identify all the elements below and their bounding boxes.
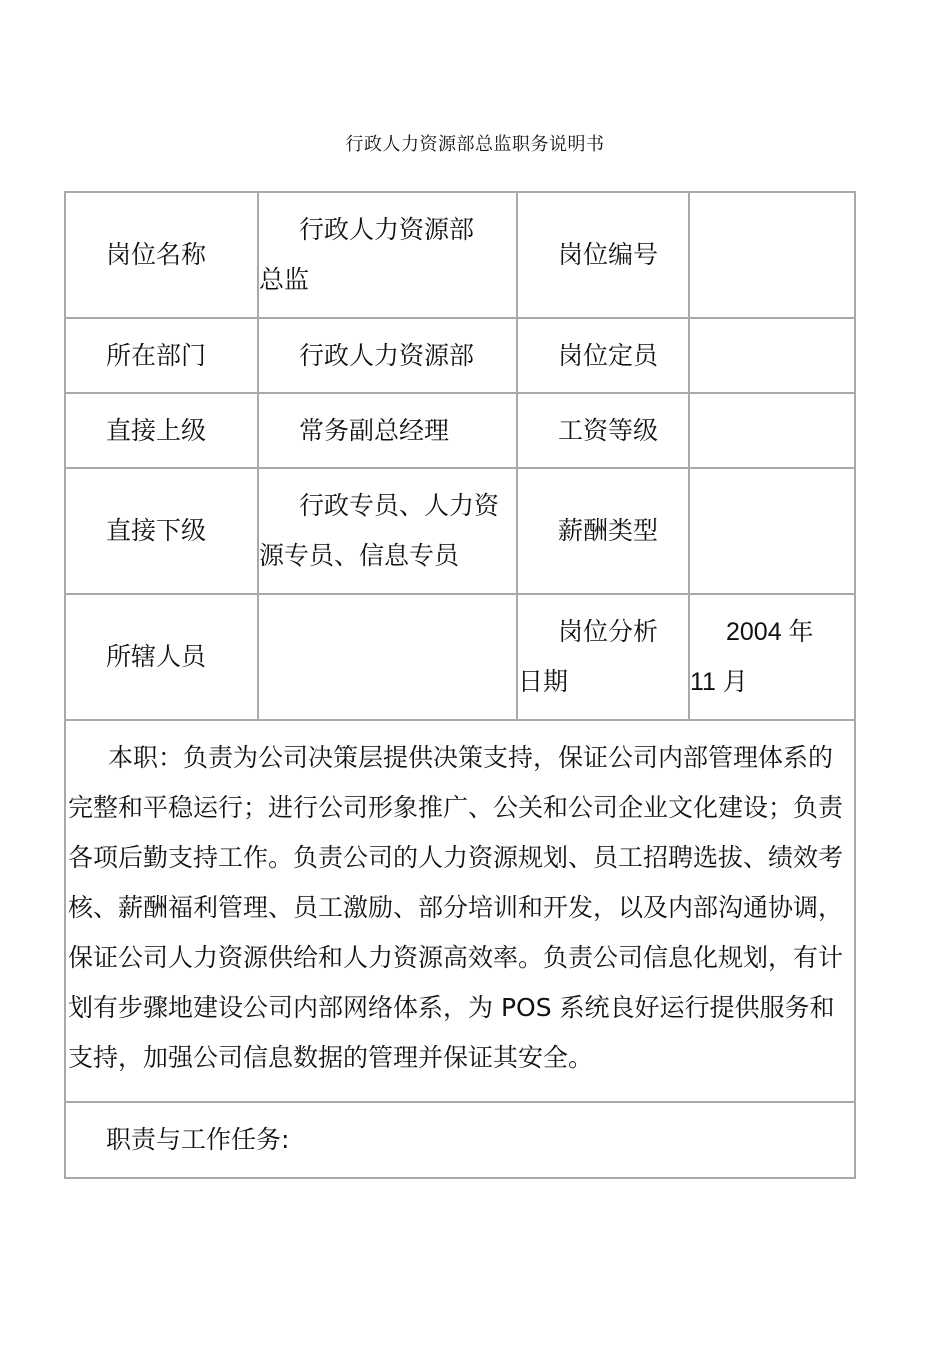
- job-description-table: [64, 191, 856, 1179]
- row-staff: [65, 594, 855, 720]
- row-summary: [65, 720, 855, 1102]
- value-analysis-date: [689, 594, 855, 720]
- label-analysis-date-line2: 日期: [518, 667, 569, 696]
- value-pay-type: [689, 468, 855, 594]
- label-position-name: 岗位名称: [65, 192, 258, 318]
- job-summary-cell: [65, 720, 855, 1102]
- value-direct-subordinates-line1: 行政专员、人力资: [299, 491, 500, 520]
- row-duties: [65, 1102, 855, 1178]
- label-direct-superior: 直接上级: [65, 393, 258, 468]
- value-analysis-date-month: 11 月: [690, 668, 748, 696]
- label-position-code: 岗位编号: [517, 192, 689, 318]
- value-direct-superior: [258, 393, 517, 468]
- value-analysis-date-year: 2004 年: [726, 618, 814, 646]
- label-analysis-date-line1: 岗位分析: [558, 617, 659, 646]
- value-position-name-line2: 总监: [259, 265, 310, 294]
- row-subordinates: [65, 468, 855, 594]
- label-department: 所在部门: [65, 318, 258, 393]
- value-headcount: [689, 318, 855, 393]
- value-department: [258, 318, 517, 393]
- document-title: 行政人力资源部总监职务说明书: [345, 134, 605, 155]
- label-pay-type: 薪酬类型: [517, 468, 689, 594]
- value-salary-grade: [689, 393, 855, 468]
- label-analysis-date: [517, 594, 689, 720]
- row-department: [65, 318, 855, 393]
- label-direct-subordinates: 直接下级: [65, 468, 258, 594]
- duties-label: 职责与工作任务:: [65, 1102, 855, 1178]
- value-position-name-line1: 行政人力资源部: [299, 215, 475, 244]
- row-position-name: [65, 192, 855, 318]
- value-staff: [258, 594, 517, 720]
- label-salary-grade: 工资等级: [517, 393, 689, 468]
- label-headcount: 岗位定员: [517, 318, 689, 393]
- value-position-name: [258, 192, 517, 318]
- value-department-text: 行政人力资源部: [299, 340, 475, 370]
- value-direct-subordinates: [258, 468, 517, 594]
- value-direct-superior-text: 常务副总经理: [299, 415, 450, 445]
- value-direct-subordinates-line2: 源专员、信息专员: [259, 541, 460, 570]
- row-superior: [65, 393, 855, 468]
- value-position-code: [689, 192, 855, 318]
- label-staff: 所辖人员: [65, 594, 258, 720]
- job-summary-text: 本职：负责为公司决策层提供决策支持，保证公司内部管理体系的完整和平稳运行；进行公司形象推广、公关和公司企业文化建设；负责各项后勤支持工作。负责公司的人力资源规划、员工招聘选拔、绩效考核、薪酬福利管理、员工激励、部分培训和开发，以及内部沟通协调，保证公司人力资源供给和人力资源高效率。负责公司信息化规划，有计划有步骤地建设公司内部网络体系，为 POS 系统良好运行提供服务和支持，加强公司信息数据的管理并保证其安全。: [68, 743, 844, 1072]
